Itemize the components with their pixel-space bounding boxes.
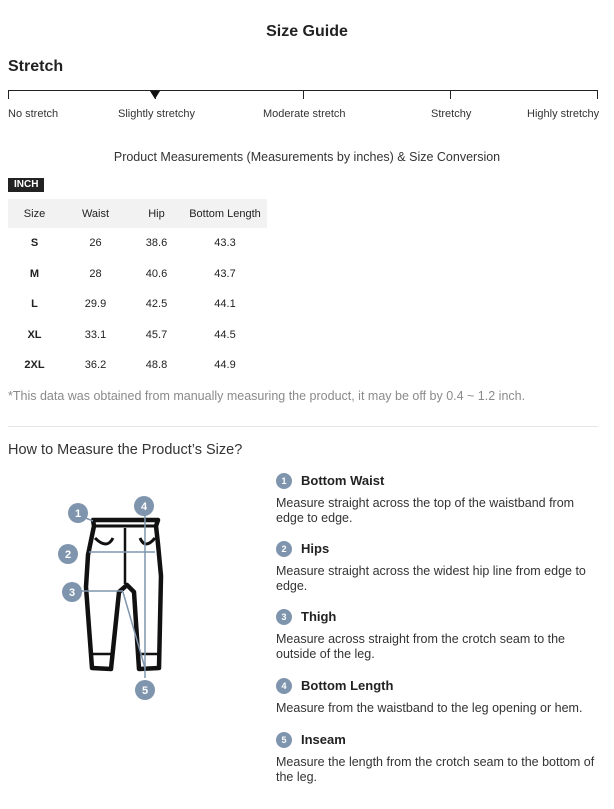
waist-cell: 33.1 <box>84 328 107 341</box>
size-cell: S <box>30 237 39 250</box>
stretch-tick <box>8 90 9 99</box>
diagram-marker-label: 3 <box>68 587 76 599</box>
stretch-tick <box>450 90 451 99</box>
stretch-label-moderate: Moderate stretch <box>263 108 346 120</box>
diagram-marker-label: 2 <box>64 549 72 561</box>
bottom-length-cell: 43.7 <box>214 267 236 280</box>
waist-cell: 29.9 <box>84 298 107 311</box>
stretch-tick <box>303 90 304 99</box>
waist-cell: 28 <box>89 267 102 280</box>
table-row <box>8 228 267 259</box>
how-to-heading: How to Measure the Product’s Size? <box>8 442 243 458</box>
column-header: Size <box>8 199 61 228</box>
instruction-thigh <box>276 608 602 662</box>
diagram-marker-label: 5 <box>141 685 149 697</box>
table-header-row <box>8 199 267 228</box>
measurements-title: Product Measurements (Measurements by inches) & Size Conversion <box>113 150 501 164</box>
instruction-title: Hips <box>301 541 330 556</box>
number-badge: 4 <box>276 678 292 694</box>
instruction-text: Measure straight across the top of the waistband from edge to edge. <box>276 496 575 525</box>
hip-cell: 42.5 <box>145 298 168 311</box>
instruction-hips <box>276 540 602 594</box>
size-cell: L <box>31 298 38 311</box>
waist-cell: 26 <box>89 237 102 250</box>
table-row <box>8 289 267 320</box>
hip-cell: 45.7 <box>145 328 168 341</box>
size-cell: M <box>29 267 40 280</box>
diagram-marker-label: 4 <box>140 501 148 513</box>
number-badge: 2 <box>276 541 292 557</box>
hip-cell: 48.8 <box>145 359 168 372</box>
page-title: Size Guide <box>266 23 348 40</box>
instruction-bottom-length <box>276 677 602 716</box>
instruction-title: Thigh <box>301 609 337 624</box>
column-header: Hip <box>130 199 183 228</box>
stretch-tick <box>597 90 598 99</box>
waist-cell: 36.2 <box>84 359 107 372</box>
instruction-title: Bottom Waist <box>301 473 385 488</box>
number-badge: 5 <box>276 732 292 748</box>
diagram-marker-1 <box>68 503 88 523</box>
diagram-marker-3 <box>62 582 82 602</box>
diagram-marker-5 <box>135 680 155 700</box>
table-row <box>8 259 267 290</box>
table-row <box>8 320 267 351</box>
stretch-pointer-icon <box>150 91 160 99</box>
bottom-length-cell: 44.5 <box>214 328 236 341</box>
hip-cell: 40.6 <box>145 267 168 280</box>
diagram-marker-2 <box>58 544 78 564</box>
size-table <box>8 199 267 381</box>
hip-cell: 38.6 <box>145 237 168 250</box>
instruction-title: Bottom Length <box>301 678 394 693</box>
column-header: Waist <box>61 199 130 228</box>
bottom-length-cell: 43.3 <box>214 237 236 250</box>
unit-badge: INCH <box>8 178 44 192</box>
number-badge: 3 <box>276 609 292 625</box>
pants-diagram <box>55 492 175 702</box>
instruction-bottom-waist <box>276 472 602 526</box>
instruction-text: Measure across straight from the crotch seam to the outside of the leg. <box>276 632 566 661</box>
table-row <box>8 350 267 381</box>
instruction-text: Measure from the waistband to the leg opening or hem. <box>276 701 583 715</box>
stretch-label-slight: Slightly stretchy <box>118 108 196 120</box>
stretch-label-none: No stretch <box>8 108 59 120</box>
size-cell: 2XL <box>24 359 45 372</box>
column-header: Bottom Length <box>183 199 267 228</box>
section-divider <box>8 426 598 427</box>
diagram-marker-label: 1 <box>74 508 82 520</box>
instruction-title: Inseam <box>301 732 346 747</box>
stretch-label-stretchy: Stretchy <box>431 108 472 120</box>
measurement-note: *This data was obtained from manually measuring the product, it may be off by 0.4 ~ 1.2 inch. <box>8 389 526 403</box>
diagram-marker-4 <box>134 496 154 516</box>
bottom-length-cell: 44.9 <box>214 359 236 372</box>
instruction-text: Measure straight across the widest hip line from edge to edge. <box>276 564 586 593</box>
instruction-inseam <box>276 731 602 785</box>
bottom-length-cell: 44.1 <box>214 298 236 311</box>
size-cell: XL <box>27 328 42 341</box>
number-badge: 1 <box>276 473 292 489</box>
stretch-heading: Stretch <box>8 58 64 75</box>
instruction-text: Measure the length from the crotch seam to the bottom of the leg. <box>276 755 595 784</box>
stretch-label-high: Highly stretchy <box>527 108 600 120</box>
